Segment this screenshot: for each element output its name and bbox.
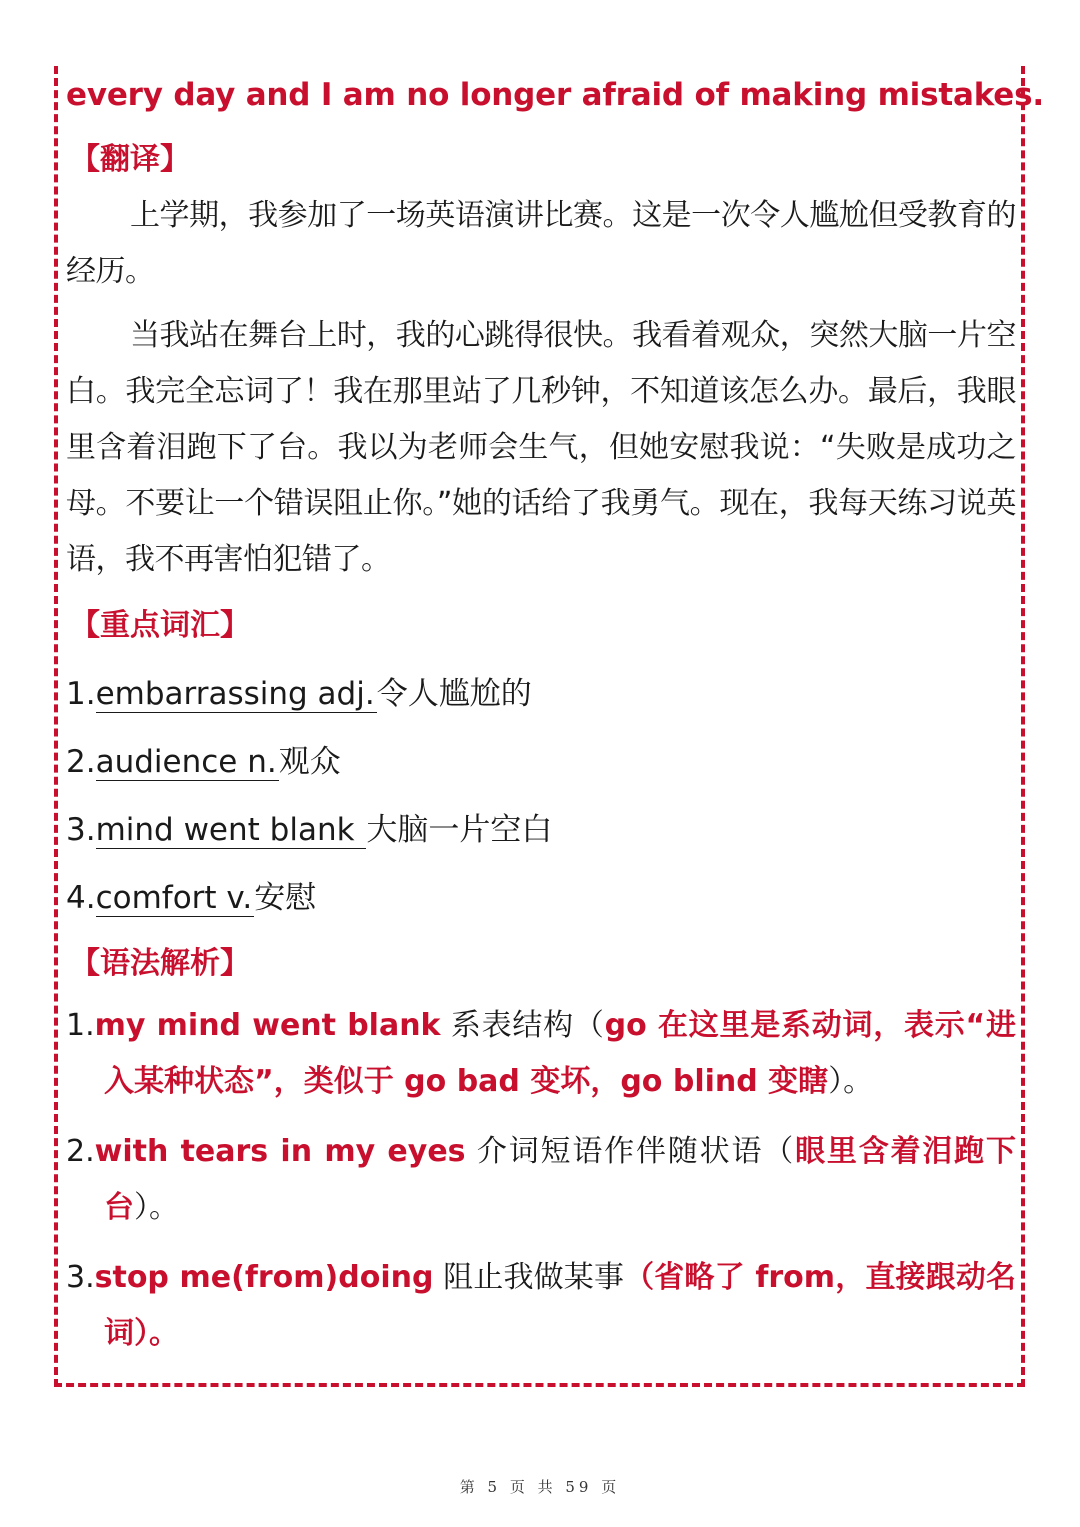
grammar-desc: 系表结构（ [440,1008,605,1043]
grammar-item [66,1124,1016,1236]
grammar-desc: 介词短语作伴随状语（ [465,1134,796,1169]
grammar-title: 【语法解析】 [70,946,250,981]
grammar-num: 2. [66,1134,95,1169]
vocab-item [66,810,1016,850]
grammar-item [66,1250,1016,1362]
grammar-note: （省略了 from，直接跟动名词） [104,1260,1016,1351]
vocab-meaning: 观众 [278,744,341,780]
vocab-term: embarrassing adj. [95,676,375,712]
vocab-item [66,878,1016,918]
vocab-meaning: 安慰 [254,880,317,916]
grammar-end: 。 [149,1316,179,1351]
vocab-meaning: 大脑一片空白 [366,812,553,848]
grammar-key: with tears in my eyes [94,1134,466,1169]
grammar-key: my mind went blank [94,1008,441,1043]
translation-paragraph-1: 上学期，我参加了一场英语演讲比赛。这是一次令人尴尬但受教育的经历。 [66,198,1016,289]
vocab-num: 2. [66,744,96,780]
grammar-num: 1. [66,1008,95,1043]
vocab-item [66,742,1016,782]
grammar-end: ）。 [134,1190,179,1225]
grammar-item [66,998,1016,1110]
vocab-num: 3. [66,812,96,848]
page-content [66,66,1044,1362]
vocab-item [66,674,1016,714]
vocab-meaning: 令人尴尬的 [376,676,532,712]
top-english-line: every day and I am no longer afraid of making mistakes. [66,77,1044,113]
translation-paragraph-2: 当我站在舞台上时，我的心跳得很快。我看着观众，突然大脑一片空白。我完全忘词了！我在那里站了几秒钟，不知道该怎么办。最后，我眼里含着泪跑下了台。我以为老师会生气，但她安慰我说：“失败是成功之母。不要让一个错误阻止你。”她的话给了我勇气。现在，我每天练习说英语，我不再害怕犯错了。 [66,318,1016,577]
vocab-term: audience n. [95,744,277,780]
translation-title: 【翻译】 [70,142,190,177]
vocab-num: 4. [66,880,96,916]
vocab-num: 1. [66,676,96,712]
vocab-term: comfort v. [95,880,253,916]
grammar-note: 眼里含着泪跑下台 [104,1134,1016,1225]
vocabulary-title: 【重点词汇】 [70,608,250,643]
vocab-term: mind went blank [95,812,365,848]
grammar-num: 3. [66,1260,95,1295]
grammar-note: go 在这里是系动词，表示“进入某种状态”，类似于 go bad 变坏，go blind 变瞎 [104,1008,1017,1099]
grammar-key: stop me(from)doing [94,1260,434,1295]
grammar-end: ）。 [828,1064,874,1099]
grammar-desc: 阻止我做某事 [433,1260,625,1295]
page-footer: 第 5 页 共 59 页 [459,1478,621,1496]
